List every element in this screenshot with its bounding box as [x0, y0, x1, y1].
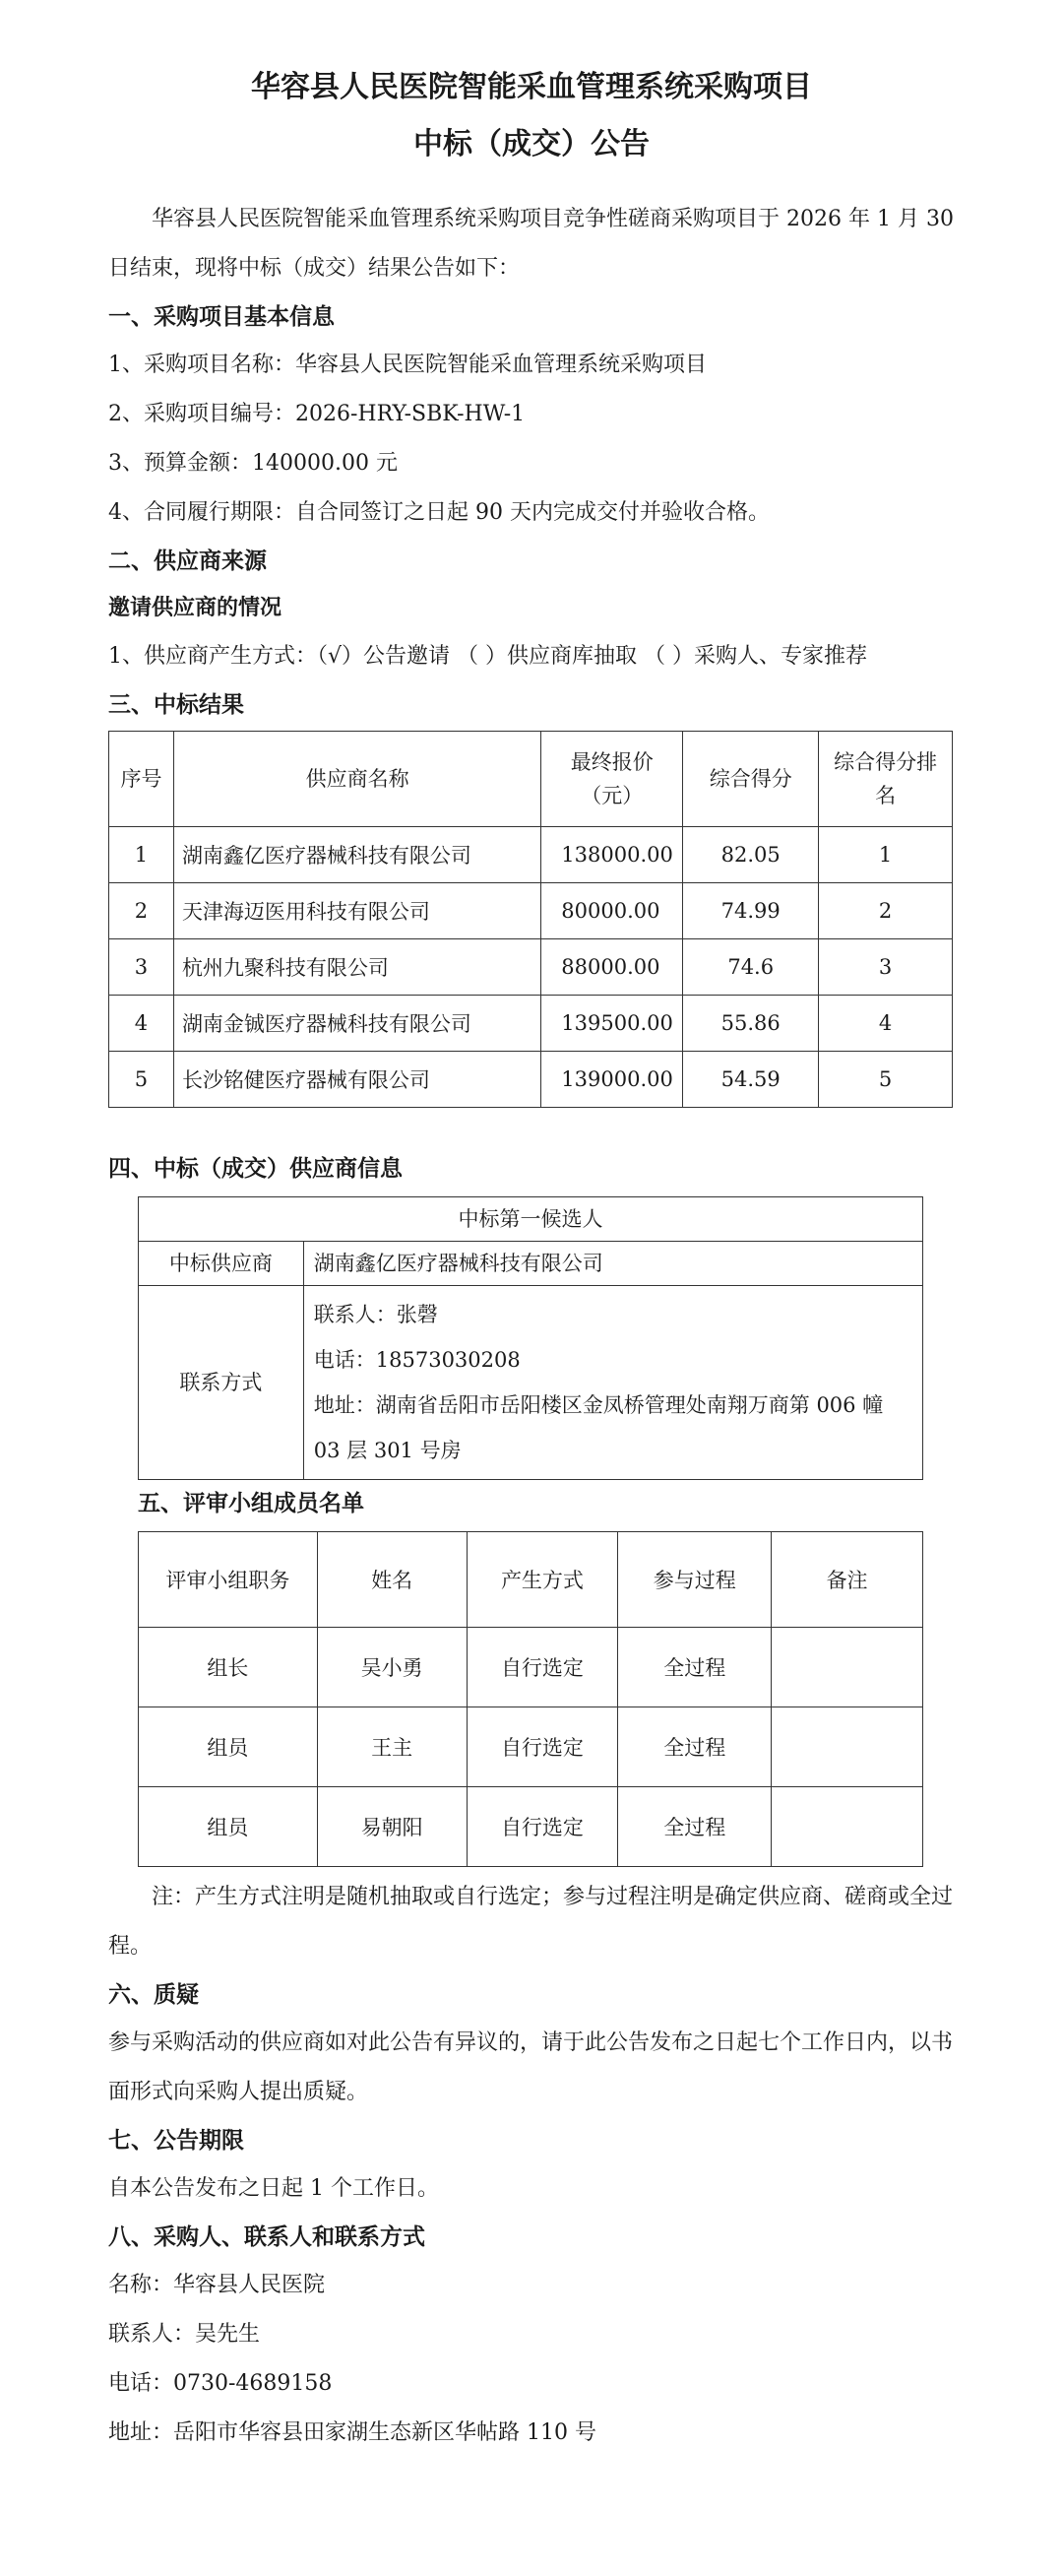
section3-heading: 三、中标结果	[108, 692, 244, 718]
objection-paragraph: 参与采购活动的供应商如对此公告有异议的，请于此公告发布之日起七个工作日内，以书面形式向采购人提出质疑。	[108, 2030, 954, 2104]
table-row	[139, 1707, 923, 1787]
section7-heading: 七、公告期限	[108, 2128, 244, 2154]
section5-heading: 五、评审小组成员名单	[138, 1491, 364, 1516]
contact-person: 联系人：张磬	[313, 1303, 438, 1326]
cell-index: 4	[109, 996, 174, 1052]
section6-heading: 六、质疑	[108, 1982, 199, 2008]
cell-process: 全过程	[618, 1628, 772, 1707]
cell-score: 82.05	[683, 827, 819, 883]
section1-heading: 一、采购项目基本信息	[108, 304, 335, 330]
cell-role: 组员	[139, 1707, 318, 1787]
column-header: 最终报价（元）	[541, 732, 683, 827]
column-header: 备注	[772, 1532, 923, 1628]
cell-price: 138000.00	[541, 827, 683, 883]
contact-phone: 电话：18573030208	[313, 1348, 521, 1372]
table-row	[139, 1628, 923, 1707]
cell-rank: 3	[819, 939, 953, 996]
table-title-row	[139, 1197, 923, 1242]
purchaser-name: 名称：华容县人民医院	[108, 2273, 326, 2297]
notice-period-paragraph: 自本公告发布之日起 1 个工作日。	[108, 2176, 439, 2201]
table-row	[109, 883, 953, 939]
section2-heading: 二、供应商来源	[108, 548, 267, 574]
table-row	[139, 1286, 923, 1480]
column-header: 综合得分	[683, 732, 819, 827]
cell-supplier: 湖南鑫亿医疗器械科技有限公司	[173, 827, 540, 883]
cell-price: 139000.00	[541, 1052, 683, 1108]
cell-process: 全过程	[618, 1707, 772, 1787]
intro-paragraph: 华容县人民医院智能采血管理系统采购项目竞争性磋商采购项目于 2026 年 1 月 30 日结束，现将中标（成交）结果公告如下：	[108, 207, 954, 281]
supplier-source-paragraph: 1、供应商产生方式：（√）公告邀请 （ ）供应商库抽取 （ ）采购人、专家推荐	[108, 644, 867, 669]
contact-label: 联系方式	[139, 1286, 304, 1480]
bid-results-table	[108, 731, 953, 1108]
column-header: 供应商名称	[173, 732, 540, 827]
purchaser-contact: 联系人：吴先生	[108, 2322, 261, 2347]
cell-name: 王主	[317, 1707, 467, 1787]
contract-period-line: 4、合同履行期限：自合同签订之日起 90 天内完成交付并验收合格。	[108, 500, 770, 525]
panel-note: 注：产生方式注明是随机抽取或自行选定；参与过程注明是确定供应商、磋商或全过程。	[108, 1885, 954, 1959]
cell-price: 80000.00	[541, 883, 683, 939]
cell-remark	[772, 1787, 923, 1867]
cell-index: 2	[109, 883, 174, 939]
cell-name: 易朝阳	[317, 1787, 467, 1867]
cell-name: 吴小勇	[317, 1628, 467, 1707]
winning-supplier-table	[138, 1196, 923, 1480]
cell-method: 自行选定	[467, 1628, 618, 1707]
section8-heading: 八、采购人、联系人和联系方式	[108, 2224, 425, 2250]
purchaser-address: 地址：岳阳市华容县田家湖生态新区华帖路 110 号	[108, 2420, 596, 2445]
column-header: 评审小组职务	[139, 1532, 318, 1628]
cell-price: 139500.00	[541, 996, 683, 1052]
column-header: 序号	[109, 732, 174, 827]
review-panel-table	[138, 1531, 923, 1867]
cell-index: 5	[109, 1052, 174, 1108]
table-header-row	[109, 732, 953, 827]
table-row	[109, 939, 953, 996]
document-title: 华容县人民医院智能采血管理系统采购项目	[251, 70, 812, 104]
section-spacer	[108, 1108, 955, 1145]
project-number-line: 2、采购项目编号：2026-HRY-SBK-HW-1	[108, 402, 526, 426]
cell-method: 自行选定	[467, 1787, 618, 1867]
cell-role: 组员	[139, 1787, 318, 1867]
cell-method: 自行选定	[467, 1707, 618, 1787]
cell-score: 74.6	[683, 939, 819, 996]
purchaser-phone: 电话：0730-4689158	[108, 2371, 333, 2396]
cell-supplier: 湖南金铖医疗器械科技有限公司	[173, 996, 540, 1052]
budget-line: 3、预算金额：140000.00 元	[108, 451, 398, 476]
document-subtitle: 中标（成交）公告	[413, 127, 650, 161]
cell-process: 全过程	[618, 1787, 772, 1867]
column-header: 产生方式	[467, 1532, 618, 1628]
table-header-row	[139, 1532, 923, 1628]
cell-supplier: 天津海迈医用科技有限公司	[173, 883, 540, 939]
table-row	[139, 1787, 923, 1867]
supplier-value: 湖南鑫亿医疗器械科技有限公司	[303, 1242, 922, 1286]
cell-index: 3	[109, 939, 174, 996]
column-header: 姓名	[317, 1532, 467, 1628]
table-row	[109, 827, 953, 883]
supplier-label: 中标供应商	[139, 1242, 304, 1286]
cell-rank: 5	[819, 1052, 953, 1108]
cell-rank: 4	[819, 996, 953, 1052]
cell-remark	[772, 1707, 923, 1787]
cell-role: 组长	[139, 1628, 318, 1707]
cell-remark	[772, 1628, 923, 1707]
project-name-line: 1、采购项目名称：华容县人民医院智能采血管理系统采购项目	[108, 353, 707, 377]
cell-rank: 2	[819, 883, 953, 939]
section4-heading: 四、中标（成交）供应商信息	[108, 1156, 403, 1182]
cell-score: 55.86	[683, 996, 819, 1052]
cell-supplier: 长沙铭健医疗器械有限公司	[173, 1052, 540, 1108]
column-header: 综合得分排名	[819, 732, 953, 827]
cell-score: 54.59	[683, 1052, 819, 1108]
cell-score: 74.99	[683, 883, 819, 939]
cell-rank: 1	[819, 827, 953, 883]
cell-index: 1	[109, 827, 174, 883]
contact-address: 地址：湖南省岳阳市岳阳楼区金凤桥管理处南翔万商第 006 幢 03 层 301 号房	[313, 1393, 884, 1462]
table-row	[109, 996, 953, 1052]
cell-supplier: 杭州九聚科技有限公司	[173, 939, 540, 996]
table-row	[109, 1052, 953, 1108]
cell-price: 88000.00	[541, 939, 683, 996]
contact-details	[303, 1286, 922, 1480]
announcement-document	[108, 59, 955, 2458]
invitation-subheading: 邀请供应商的情况	[108, 596, 282, 620]
candidate-title: 中标第一候选人	[139, 1197, 923, 1242]
column-header: 参与过程	[618, 1532, 772, 1628]
table-row	[139, 1242, 923, 1286]
